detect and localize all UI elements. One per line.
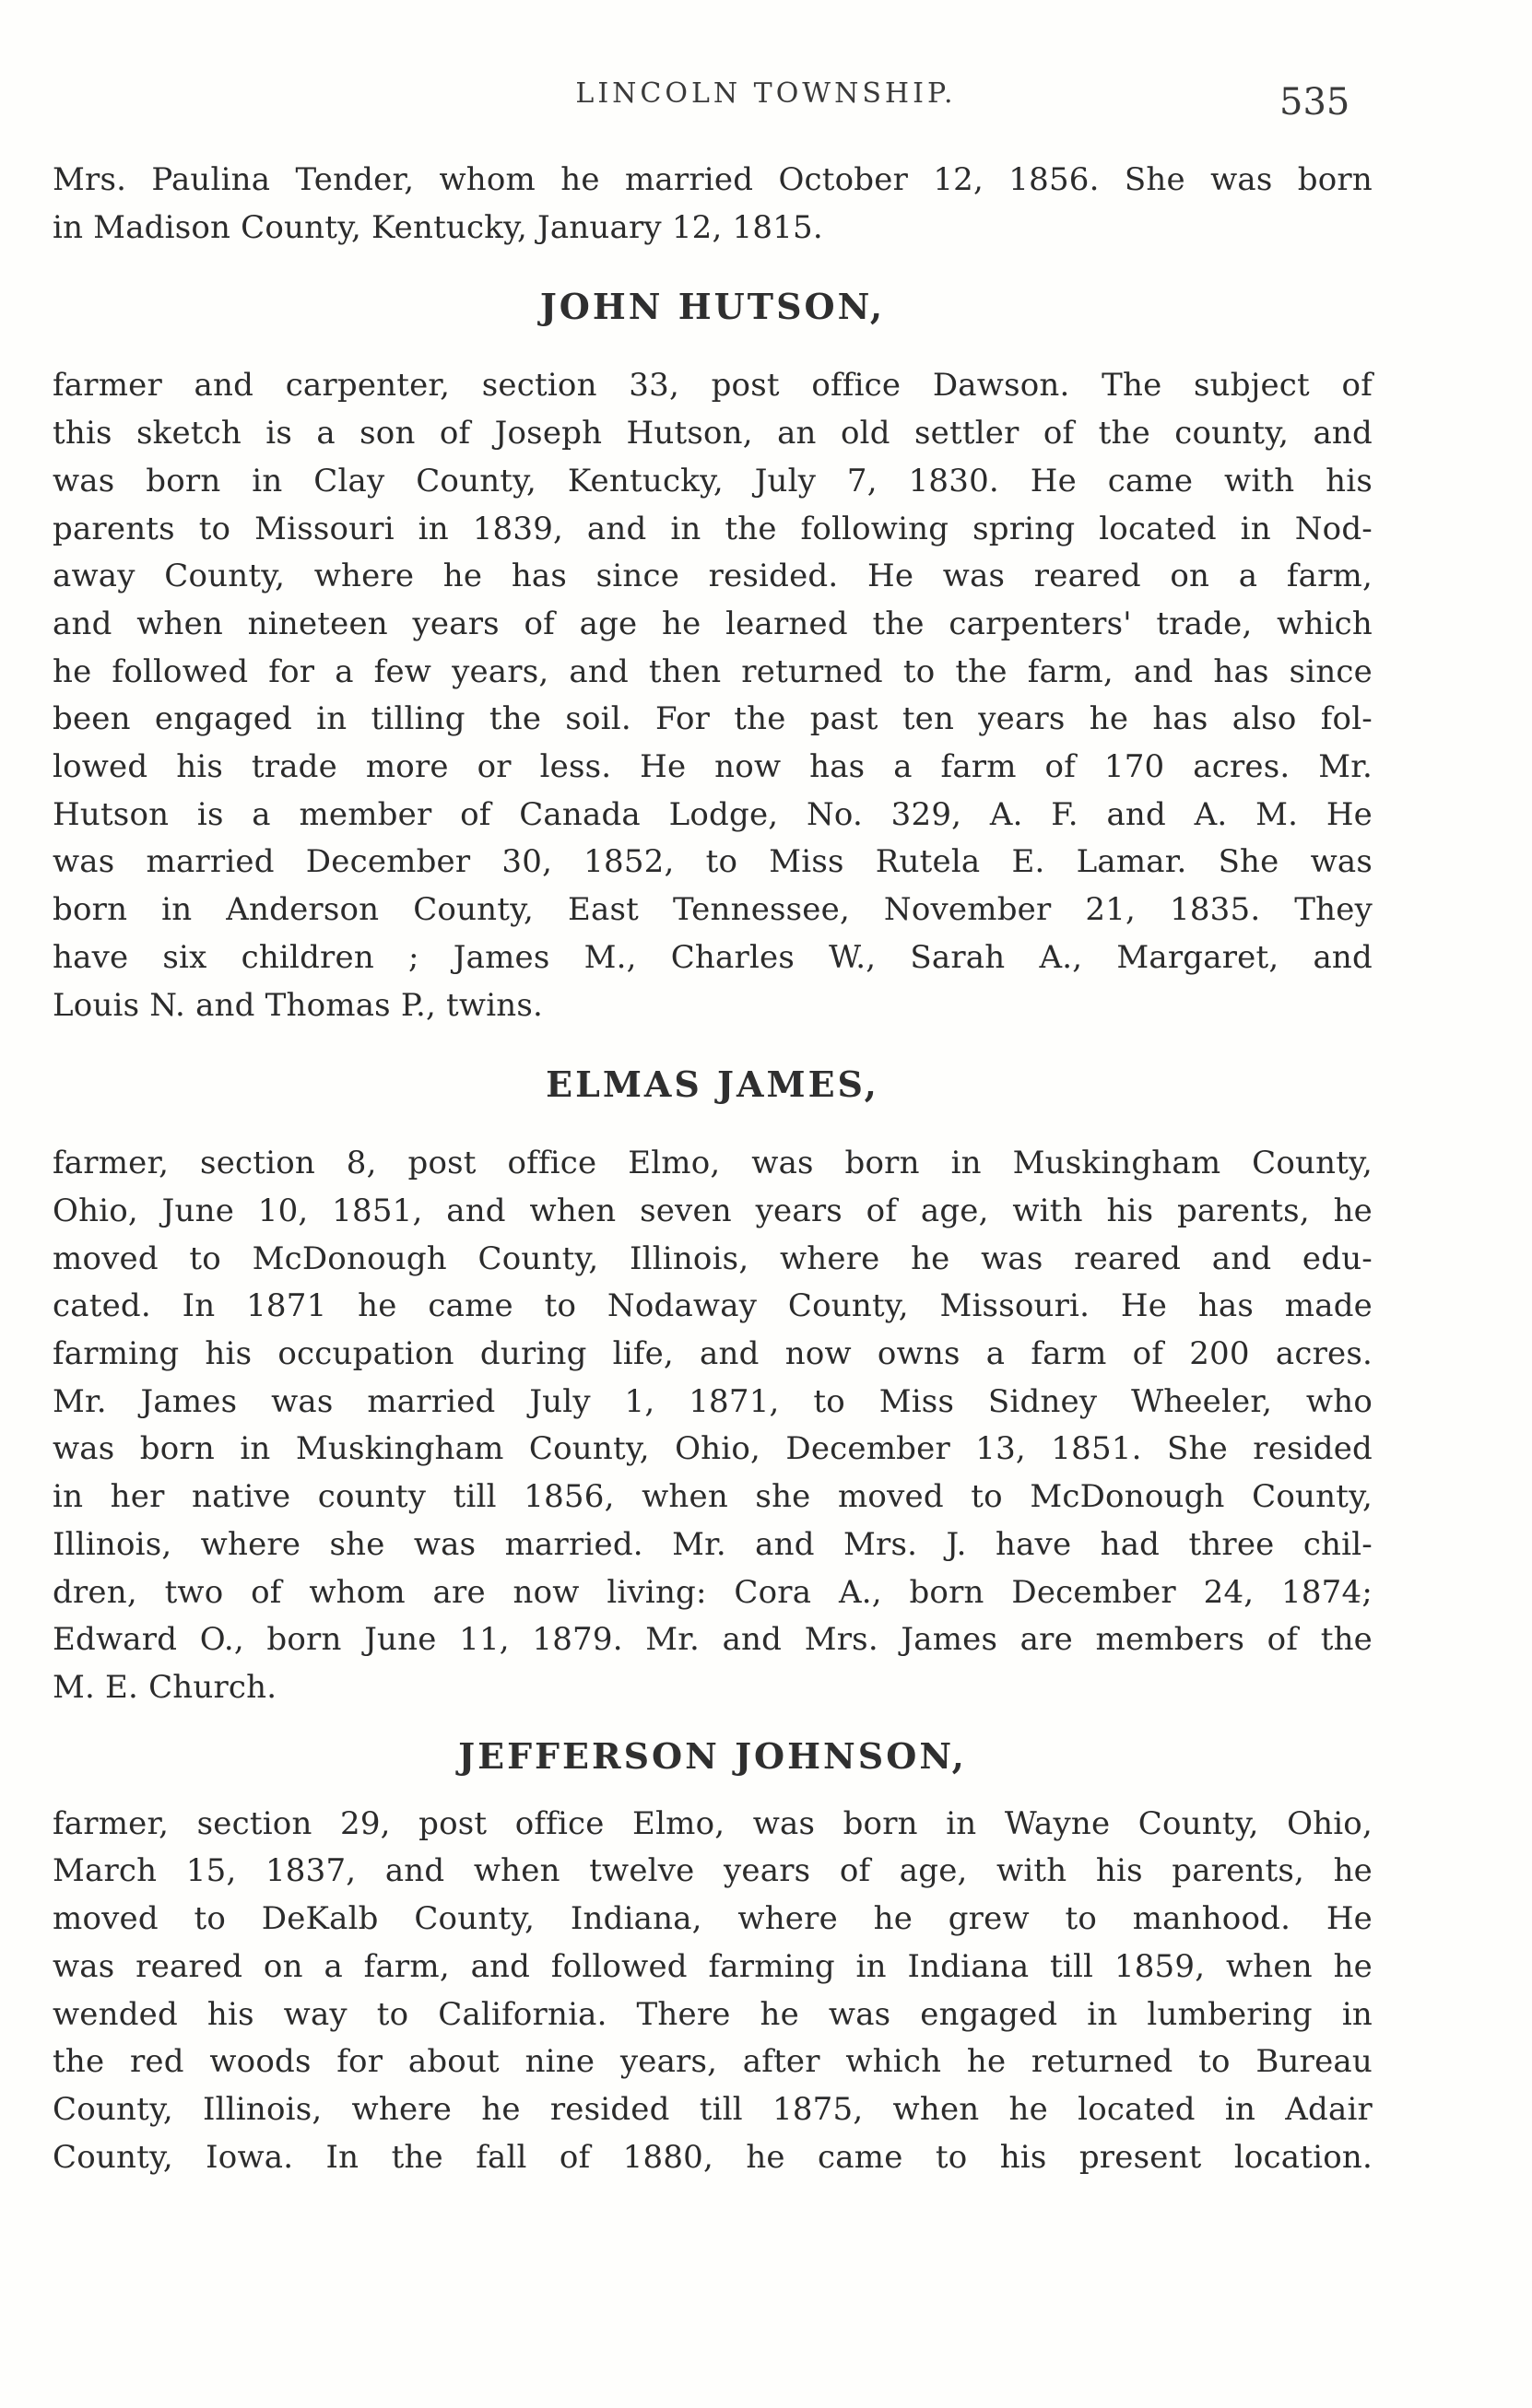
- text-line: farmer, section 8, post office Elmo, was born in Muskingham County,: [53, 1145, 1373, 1182]
- text-line: was born in Muskingham County, Ohio, December 13, 1851. She resided: [53, 1430, 1373, 1468]
- text-line: wended his way to California. There he was engaged in lumbering in: [53, 1995, 1373, 2033]
- text-line: away County, where he has since resided. He was reared on a farm,: [53, 558, 1373, 595]
- section-heading-john-hutson: JOHN HUTSON,: [539, 286, 886, 328]
- text-line: County, Illinois, where he resided till 1875, when he located in Adair: [53, 2090, 1373, 2128]
- text-line: farmer and carpenter, section 33, post office Dawson. The subject of: [53, 367, 1373, 405]
- text-line: farmer, section 29, post office Elmo, was born in Wayne County, Ohio,: [53, 1804, 1373, 1842]
- text-line: cated. In 1871 he came to Nodaway County, Missouri. He has made: [53, 1287, 1373, 1325]
- text-line: lowed his trade more or less. He now has a farm of 170 acres. Mr.: [53, 748, 1373, 786]
- page-body: [53, 157, 1373, 2181]
- section-paragraph-elmas-james: [53, 1140, 1373, 1711]
- text-line: March 15, 1837, and when twelve years of age, with his parents, he: [53, 1852, 1373, 1890]
- text-line: moved to DeKalb County, Indiana, where he grew to manhood. He: [53, 1900, 1373, 1938]
- section-heading-jefferson-johnson: JEFFERSON JOHNSON,: [458, 1734, 967, 1777]
- text-line: he followed for a few years, and then returned to the farm, and has since: [53, 652, 1373, 690]
- running-title: LINCOLN TOWNSHIP.: [575, 77, 957, 110]
- text-line: the red woods for about nine years, after which he returned to Bureau: [53, 2043, 1373, 2081]
- intro-paragraph: [53, 157, 1373, 252]
- text-line: parents to Missouri in 1839, and in the following spring located in Nod-: [53, 510, 1373, 547]
- text-line: been engaged in tilling the soil. For the past ten years he has also fol-: [53, 700, 1373, 738]
- text-line: dren, two of whom are now living: Cora A., born December 24, 1874;: [53, 1573, 1373, 1611]
- text-line: Edward O., born June 11, 1879. Mr. and Mrs. James are members of the: [53, 1621, 1373, 1659]
- text-line: farming his occupation during life, and now owns a farm of 200 acres.: [53, 1335, 1373, 1373]
- text-line: in her native county till 1856, when she moved to McDonough County,: [53, 1478, 1373, 1516]
- section-paragraph-jefferson-johnson: [53, 1801, 1373, 2182]
- text-line: have six children ; James M., Charles W., Sarah A., Margaret, and: [53, 938, 1373, 976]
- text-line: moved to McDonough County, Illinois, where he was reared and edu-: [53, 1239, 1373, 1277]
- text-line: Mrs. Paulina Tender, whom he married October 12, 1856. She was born: [53, 161, 1373, 198]
- section-paragraph-john-hutson: [53, 362, 1373, 1029]
- text-line: and when nineteen years of age he learned the carpenters' trade, which: [53, 605, 1373, 642]
- page-number: 535: [1279, 81, 1350, 123]
- text-line: was married December 30, 1852, to Miss Rutela E. Lamar. She was: [53, 843, 1373, 881]
- text-line: was reared on a farm, and followed farming in Indiana till 1859, when he: [53, 1947, 1373, 1985]
- text-line: M. E. Church.: [53, 1668, 277, 1706]
- text-line: County, Iowa. In the fall of 1880, he came to his present location.: [53, 2138, 1373, 2176]
- text-line: Mr. James was married July 1, 1871, to Miss Sidney Wheeler, who: [53, 1382, 1373, 1420]
- text-line: in Madison County, Kentucky, January 12, 1815.: [53, 208, 823, 246]
- text-line: born in Anderson County, East Tennessee, November 21, 1835. They: [53, 891, 1373, 929]
- text-line: this sketch is a son of Joseph Hutson, an old settler of the county, and: [53, 415, 1373, 452]
- text-line: Illinois, where she was married. Mr. and Mrs. J. have had three chil-: [53, 1525, 1373, 1563]
- text-line: Hutson is a member of Canada Lodge, No. 329, A. F. and A. M. He: [53, 795, 1373, 833]
- text-line: was born in Clay County, Kentucky, July 7, 1830. He came with his: [53, 462, 1373, 499]
- section-heading-elmas-james: ELMAS JAMES,: [546, 1063, 879, 1106]
- text-line: Louis N. and Thomas P., twins.: [53, 986, 544, 1024]
- text-line: Ohio, June 10, 1851, and when seven years of age, with his parents, he: [53, 1192, 1373, 1229]
